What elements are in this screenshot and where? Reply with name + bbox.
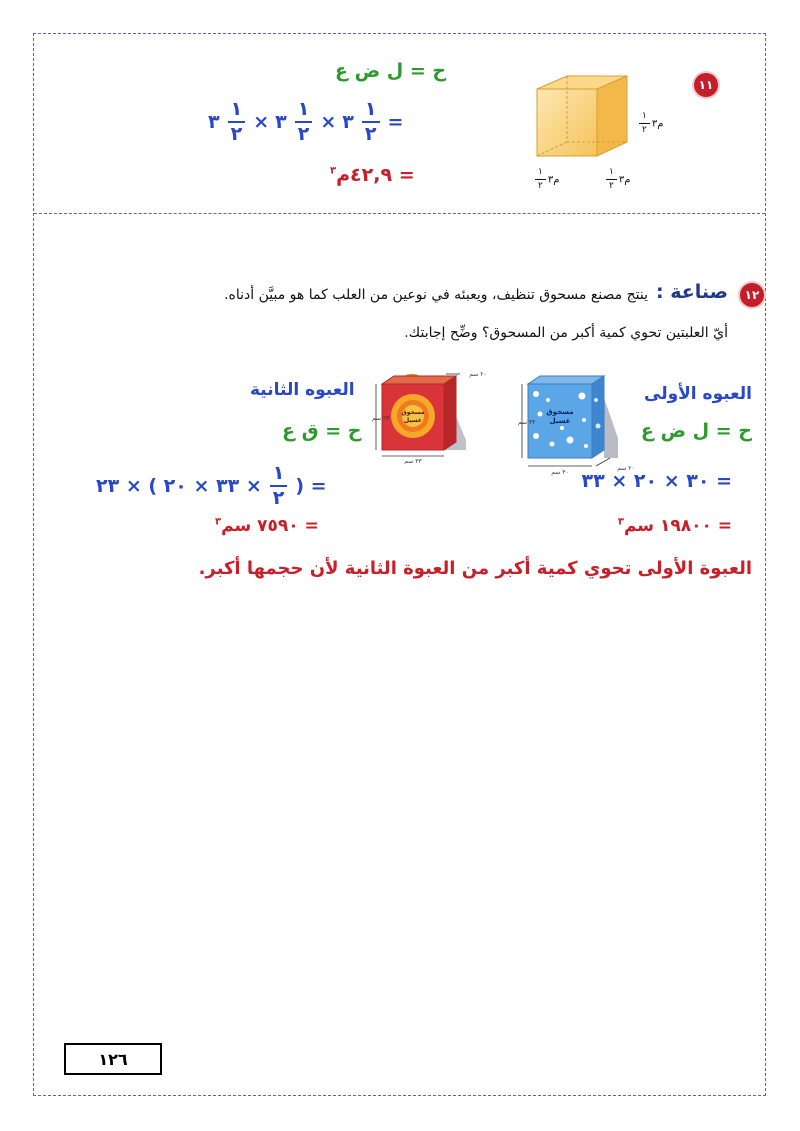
box1-dim-width: ٣٠ سم: [551, 469, 569, 476]
cube-label-width: م٣ $\frac{١}{٢}$: [533, 168, 559, 191]
box1-calc: = ٣٠ × ٢٠ × ٣٣: [581, 470, 732, 492]
problem-12-text-line1: ينتج مصنع مسحوق تنظيف، ويعبئه في نوعين من العلب كما هو مبيَّن أدناه.: [224, 287, 648, 303]
conclusion: العبوة الأولى تحوي كمية أكبر من العبوة الثانية لأن حجمها أكبر.: [198, 558, 752, 579]
box2-product-line1: مسحوق: [401, 409, 425, 416]
page-number: ١٢٦: [98, 1049, 128, 1069]
box1-result: = ١٩٨٠٠ سم$^٣$: [617, 516, 732, 536]
box2-dim-height: ٢٣ سم: [372, 415, 390, 422]
box1-title: العبوه الأولى: [644, 384, 752, 404]
problem-12-badge: [740, 283, 764, 307]
box2-calc: = ( $\frac{١}{٢}$ × ٣٣ × ٢٠ ) × ٢٣: [96, 462, 327, 509]
box2-product-line2: غسيل: [403, 417, 423, 424]
equals-sign: =: [387, 111, 404, 133]
problem-12-text-line2: أيّ العلبتين تحوي كمية أكبر من المسحوق؟ وضِّح إجابتك.: [404, 325, 728, 341]
box2-title: العبوه الثانية: [250, 380, 355, 400]
problem-11-result: = ٤٢,٩م$^٣$: [330, 164, 415, 186]
problem-11-number: ١١: [698, 78, 714, 92]
box2-result: = ٧٥٩٠ سم$^٣$: [215, 516, 319, 536]
problem-11-calc: = $\frac{١}{٢}$ ٣ × $\frac{١}{٢}$ ٣ × $\frac{١}{٢}$ ٣: [208, 98, 404, 145]
box2-formula: ح = ق ع: [282, 420, 362, 442]
problem-12-number: ١٢: [744, 288, 760, 302]
page-number-box: [64, 1043, 162, 1075]
cube-label-height: م٣ $\frac{١}{٢}$: [637, 112, 663, 135]
section-divider: [34, 213, 765, 214]
problem-11-badge: [694, 73, 718, 97]
fraction-half: $\frac{١}{٢}$: [362, 100, 380, 144]
box2-figure: [362, 368, 492, 464]
box2-dim-depth: ٢٠ سم: [469, 371, 487, 378]
box2-dim-width: ٣٣ سم: [404, 458, 422, 464]
problem-11-formula: ح = ل ض ع: [335, 60, 447, 82]
cube-label-depth: م٣ $\frac{١}{٢}$: [604, 168, 630, 191]
fraction-half: $\frac{١}{٢}$: [295, 100, 313, 144]
box1-product-line2: غسيل: [549, 417, 571, 425]
fraction-half: $\frac{١}{٢}$: [270, 464, 288, 508]
fraction-half: $\frac{١}{٢}$: [228, 100, 246, 144]
box1-product-line1: مسحوق: [546, 408, 574, 416]
box1-dim-height: ٣٣ سم: [518, 419, 536, 426]
box1-figure: [500, 370, 640, 478]
box1-dim-depth: ٢٠ سم: [617, 465, 635, 472]
box1-formula: ح = ل ض ع: [640, 420, 752, 442]
problem-12-heading: صناعة :: [656, 281, 728, 303]
